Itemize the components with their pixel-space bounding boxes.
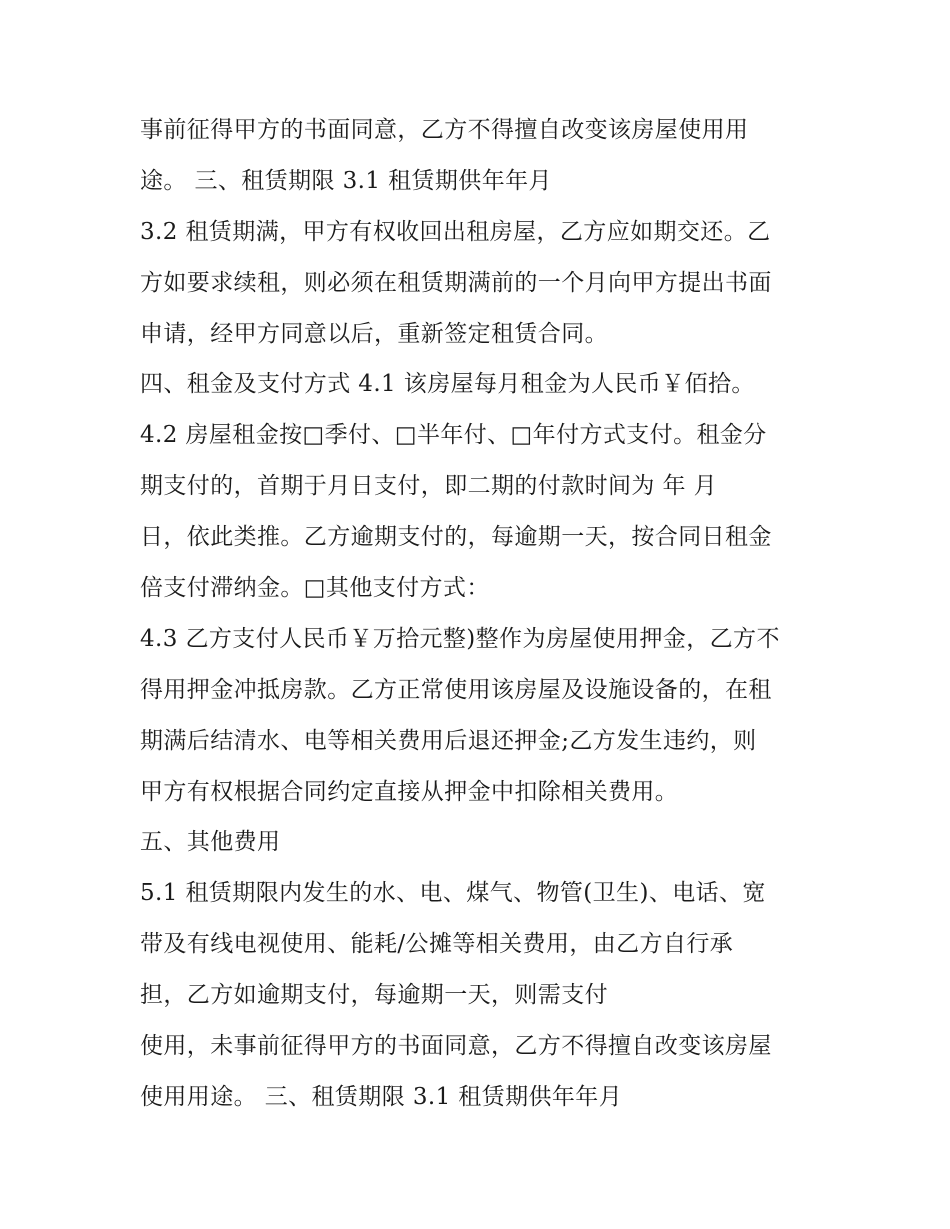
- text-line: 期支付的，首期于月日支付，即二期的付款时间为 年 月: [140, 473, 718, 500]
- text-line: 日，依此类推。乙方逾期支付的，每逾期一天，按合同日租金: [140, 524, 772, 551]
- text-line: 5.1 租赁期限内发生的水、电、煤气、物管(卫生)、电话、宽: [140, 880, 766, 907]
- text-line: 使用，未事前征得甲方的书面同意，乙方不得擅自改变该房屋: [140, 1033, 772, 1060]
- contract-text: [140, 108, 830, 1126]
- text-line: 4.2 房屋租金按□季付、□半年付、□年付方式支付。租金分: [140, 422, 767, 449]
- text-line: 事前征得甲方的书面同意，乙方不得擅自改变该房屋使用用: [140, 117, 749, 143]
- text-line: 4.3 乙方支付人民币￥万拾元整)整作为房屋使用押金，乙方不: [140, 625, 780, 652]
- text-line: 带及有线电视使用、能耗/公摊等相关费用，由乙方自行承: [140, 931, 734, 958]
- text-line: 期满后结清水、电等相关费用后退还押金;乙方发生违约，则: [140, 727, 757, 754]
- text-line: 3.2 租赁期满，甲方有权收回出租房屋，乙方应如期交还。乙: [140, 218, 771, 245]
- text-line: 申请，经甲方同意以后，重新签定租赁合同。: [140, 320, 608, 347]
- text-line: 担，乙方如逾期支付，每逾期一天，则需支付: [140, 982, 608, 1009]
- text-line: 得用押金冲抵房款。乙方正常使用该房屋及设施设备的，在租: [140, 676, 772, 703]
- text-line: 途。 三、租赁期限 3.1 租赁期供年年月: [140, 167, 552, 194]
- text-line: 倍支付滞纳金。□其他支付方式：: [140, 575, 490, 602]
- text-line: 五、其他费用: [140, 829, 281, 856]
- text-line: 四、租金及支付方式 4.1 该房屋每月租金为人民币￥佰拾。: [140, 371, 755, 398]
- text-line: 甲方有权根据合同约定直接从押金中扣除相关费用。: [140, 778, 679, 805]
- text-line: 使用用途。 三、租赁期限 3.1 租赁期供年年月: [140, 1083, 623, 1110]
- text-line: 方如要求续租，则必须在租赁期满前的一个月向甲方提出书面: [140, 269, 772, 296]
